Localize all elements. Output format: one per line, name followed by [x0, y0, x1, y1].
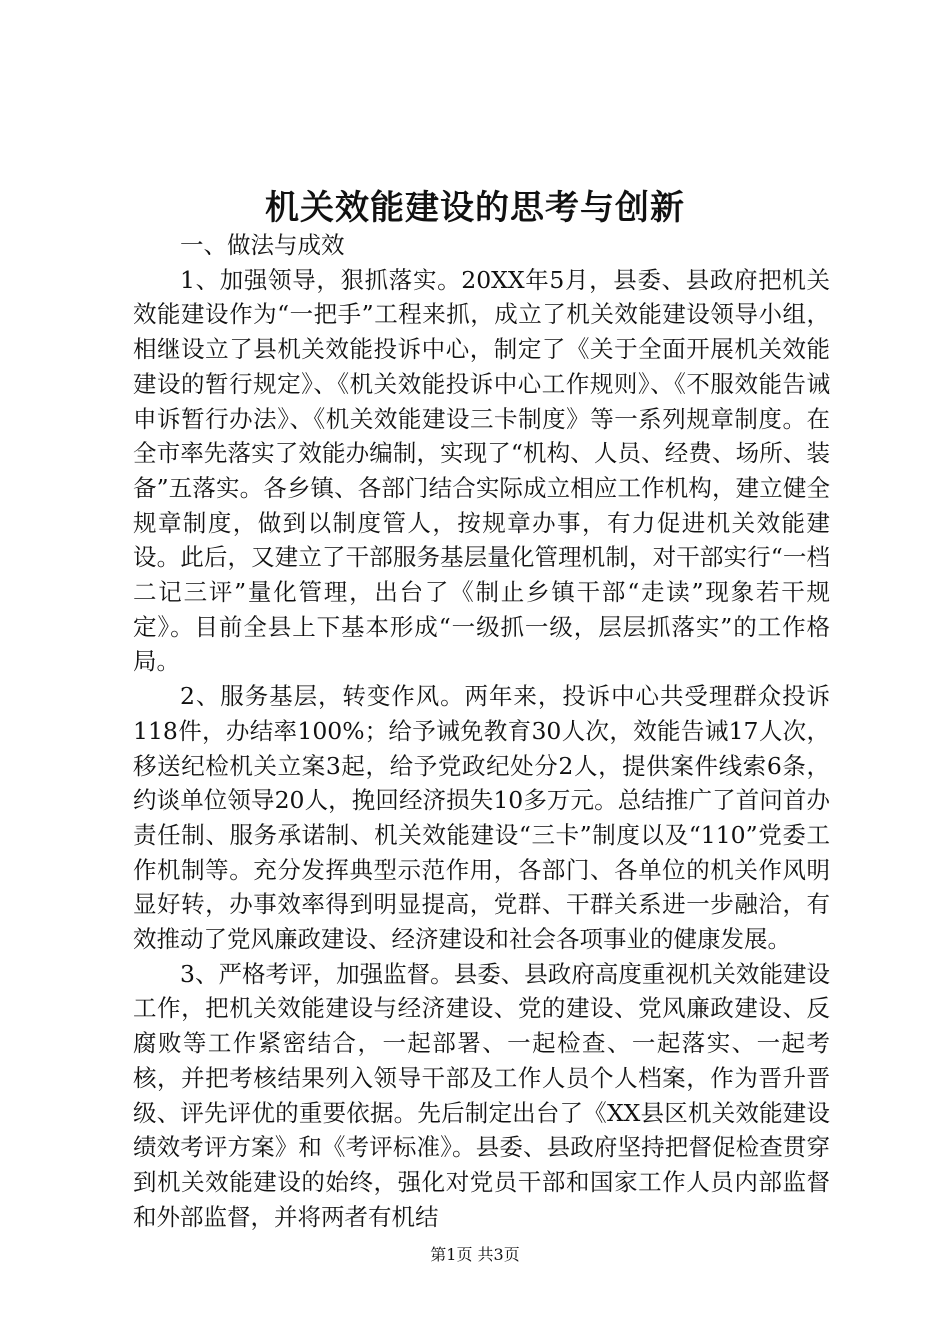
paragraph-1: 1、加强领导，狠抓落实。20XX年5月，县委、县政府把机关效能建设作为“一把手”工程来抓，成立了机关效能建设领导小组，相继设立了县机关效能投诉中心，制定了《关于全面开展机关效能建设的暂行规定》、《机关效能投诉中心工作规则》、《不服效能告诫申诉暂行办法》、《机关效能建设三卡制度》等一系列规章制度。在全市率先落实了效能办编制，实现了“机构、人员、经费、场所、装备”五落实。各乡镇、各部门结合实际成立相应工作机构，建立健全规章制度，做到以制度管人，按规章办事，有力促进机关效能建设。此后，又建立了干部服务基层量化管理机制，对干部实行“一档二记三评”量化管理，出台了《制止乡镇干部“走读”现象若干规定》。目前全县上下基本形成“一级抓一级，层层抓落实”的工作格局。: [133, 265, 830, 676]
page-number-footer: 第1页 共3页: [430, 1245, 520, 1264]
paragraph-2: 2、服务基层，转变作风。两年来，投诉中心共受理群众投诉118件，办结率100%；给予诫免教育30人次，效能告诫17人次，移送纪检机关立案3起，给予党政纪处分2人，提供案件线索6条，约谈单位领导20人，挽回经济损失10多万元。总结推广了首问首办责任制、服务承诺制、机关效能建设“三卡”制度以及“110”党委工作机制等。充分发挥典型示范作用，各部门、各单位的机关作风明显好转，办事效率得到明显提高，党群、干群关系进一步融洽，有效推动了党风廉政建设、经济建设和社会各项事业的健康发展。: [133, 682, 830, 954]
section-heading: 一、做法与成效: [180, 231, 345, 259]
paragraph-3: 3、严格考评，加强监督。县委、县政府高度重视机关效能建设工作，把机关效能建设与经济建设、党的建设、党风廉政建设、反腐败等工作紧密结合，一起部署、一起检查、一起落实、一起考核，并把考核结果列入领导干部及工作人员个人档案，作为晋升晋级、评先评优的重要依据。先后制定出台了《XX县区机关效能建设绩效考评方案》和《考评标准》。县委、县政府坚持把督促检查贯穿到机关效能建设的始终，强化对党员干部和国家工作人员内部监督和外部监督，并将两者有机结: [133, 959, 830, 1231]
document-body: [133, 228, 830, 1234]
document-title: 机关效能建设的思考与创新: [265, 188, 685, 228]
